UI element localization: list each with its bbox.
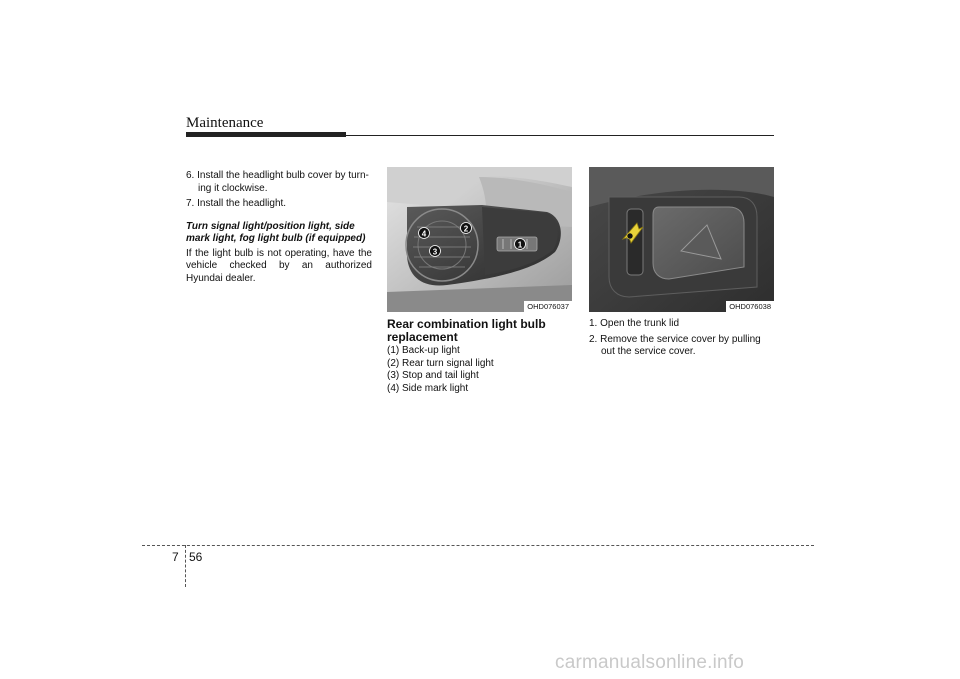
subheading-turn-signal: Turn signal light/position light, side mark light, fog light bulb (if equipped) (186, 220, 366, 244)
service-cover-illustration (589, 167, 774, 312)
legend-item-2: (2) Rear turn signal light (387, 357, 494, 369)
legend-item-1: (1) Back-up light (387, 345, 460, 356)
callout-1 (515, 239, 526, 250)
dealer-note: If the light bulb is not operating, have the vehicle checked by an authorized Hyundai dealer. (186, 247, 372, 284)
step-6: 6. Install the headlight bulb cover by turn-ing it clockwise. (186, 170, 369, 194)
callout-label-4: 4 (421, 229, 427, 239)
callout-label-2: 2 (463, 224, 469, 234)
figure-code: OHD076037 (524, 301, 572, 312)
page-header-title: Maintenance (186, 115, 264, 131)
legend-item-4: (4) Side mark light (387, 382, 469, 394)
callout-2 (461, 223, 472, 234)
page-number: 56 (189, 550, 203, 564)
callout-3 (430, 246, 441, 257)
step-1: 1. Open the trunk lid (589, 318, 680, 329)
rear-lamp-legend (387, 345, 572, 395)
legend-item-3: (3) Stop and tail light (387, 370, 479, 382)
service-cover-figure (589, 167, 774, 312)
left-column (186, 170, 372, 285)
watermark: carmanualsonline.info (555, 652, 745, 673)
rear-lamp-section-title: Rear combination light bulb replacement (387, 317, 546, 344)
footer-rule (142, 545, 814, 546)
figure-code: OHD076038 (726, 301, 774, 312)
callout-label-3: 3 (432, 247, 438, 257)
callout-label-1: 1 (517, 240, 523, 250)
step-7: 7. Install the headlight. (186, 198, 287, 209)
callout-4 (419, 228, 430, 239)
step-2: 2. Remove the service cover by pulling out the service cover. (589, 333, 761, 357)
header-rule (186, 135, 774, 136)
footer-divider (185, 545, 186, 587)
rear-lamp-illustration (387, 167, 572, 312)
right-column (589, 318, 774, 359)
chapter-number: 7 (172, 550, 179, 564)
rear-lamp-figure (387, 167, 572, 312)
